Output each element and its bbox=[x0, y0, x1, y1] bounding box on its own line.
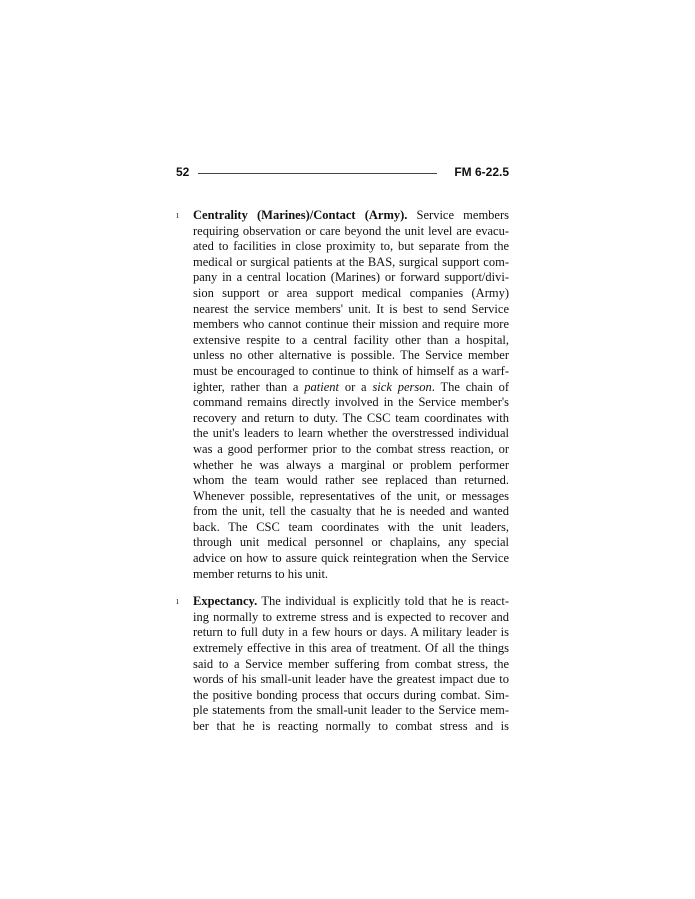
text-line: ighter, rather than a patient or a sick person. The chain of bbox=[193, 379, 510, 394]
list-item bbox=[176, 208, 509, 582]
text-line: whether he was always a marginal or problem performer bbox=[193, 457, 509, 472]
bullet-marker: ı bbox=[176, 595, 180, 608]
text-line: ated to facilities in close proximity to, but separate from the bbox=[193, 239, 509, 254]
text-line: requiring observation or care beyond the unit level are evacu- bbox=[193, 223, 509, 238]
text-line: advice on how to assure quick reintegration when the Service bbox=[193, 551, 509, 566]
page-header bbox=[176, 165, 509, 179]
body-text bbox=[176, 208, 509, 747]
page-number: 52 bbox=[176, 165, 190, 179]
text-line: said to a Service member suffering from combat stress, the bbox=[193, 656, 509, 671]
text-line: medical or surgical patients at the BAS, surgical support com- bbox=[193, 254, 509, 269]
text-line: must be encouraged to continue to think of himself as a warf- bbox=[193, 363, 509, 378]
text-line: recovery and return to duty. The CSC team coordinates with bbox=[193, 410, 509, 425]
list-item bbox=[176, 594, 509, 734]
text-line: sion support or area support medical companies (Army) bbox=[193, 285, 509, 300]
text-line: was a good performer prior to the combat stress reaction, or bbox=[193, 441, 509, 456]
text-line: through unit medical personnel or chaplains, any special bbox=[193, 535, 509, 550]
text-line: whom the team would rather see replaced than returned. bbox=[193, 473, 509, 488]
emphasis-patient: patient bbox=[304, 379, 339, 394]
text-line: member returns to his unit. bbox=[193, 566, 329, 581]
text-line: Expectancy. The individual is explicitly told that he is react- bbox=[193, 594, 509, 609]
item-heading: Expectancy. bbox=[193, 594, 258, 609]
text-line: nearest the service members' unit. It is best to send Service bbox=[193, 301, 509, 316]
text-line: words of his small-unit leader have the greatest impact due to bbox=[193, 672, 509, 687]
text-line: command remains directly involved in the Service member's bbox=[193, 395, 509, 410]
header-rule bbox=[198, 173, 437, 174]
emphasis-sick-person: sick person bbox=[372, 379, 432, 394]
text-line: pany in a central location (Marines) or forward support/divi- bbox=[193, 270, 509, 285]
text-line: return to full duty in a few hours or days. A military leader is bbox=[193, 625, 509, 640]
text-line: unless no other alternative is possible. The Service member bbox=[193, 348, 509, 363]
text-line: Whenever possible, representatives of the unit, or messages bbox=[193, 488, 509, 503]
text-line: the unit's leaders to learn whether the overstressed individual bbox=[193, 426, 509, 441]
text-line: from the unit, tell the casualty that he is needed and wanted bbox=[193, 504, 509, 519]
text-line: back. The CSC team coordinates with the unit leaders, bbox=[193, 519, 509, 534]
text-line: ple statements from the small-unit leader to the Service mem- bbox=[193, 703, 509, 718]
text-line: ing normally to extreme stress and is expected to recover and bbox=[193, 609, 509, 624]
text-line: Centrality (Marines)/Contact (Army). Service members bbox=[193, 208, 509, 222]
text-line: extremely effective in this area of treatment. Of all the things bbox=[193, 641, 509, 656]
item-heading: Centrality (Marines)/Contact (Army). bbox=[193, 208, 408, 222]
text-line: ber that he is reacting normally to combat stress and is bbox=[193, 719, 509, 733]
document-title: FM 6-22.5 bbox=[454, 165, 509, 179]
bullet-marker: ı bbox=[176, 209, 180, 221]
text-line: the positive bonding process that occurs during combat. Sim- bbox=[193, 687, 509, 702]
text-line: extensive respite to a central facility other than a hospital, bbox=[193, 332, 509, 347]
text-line: members who cannot continue their mission and require more bbox=[193, 317, 509, 332]
